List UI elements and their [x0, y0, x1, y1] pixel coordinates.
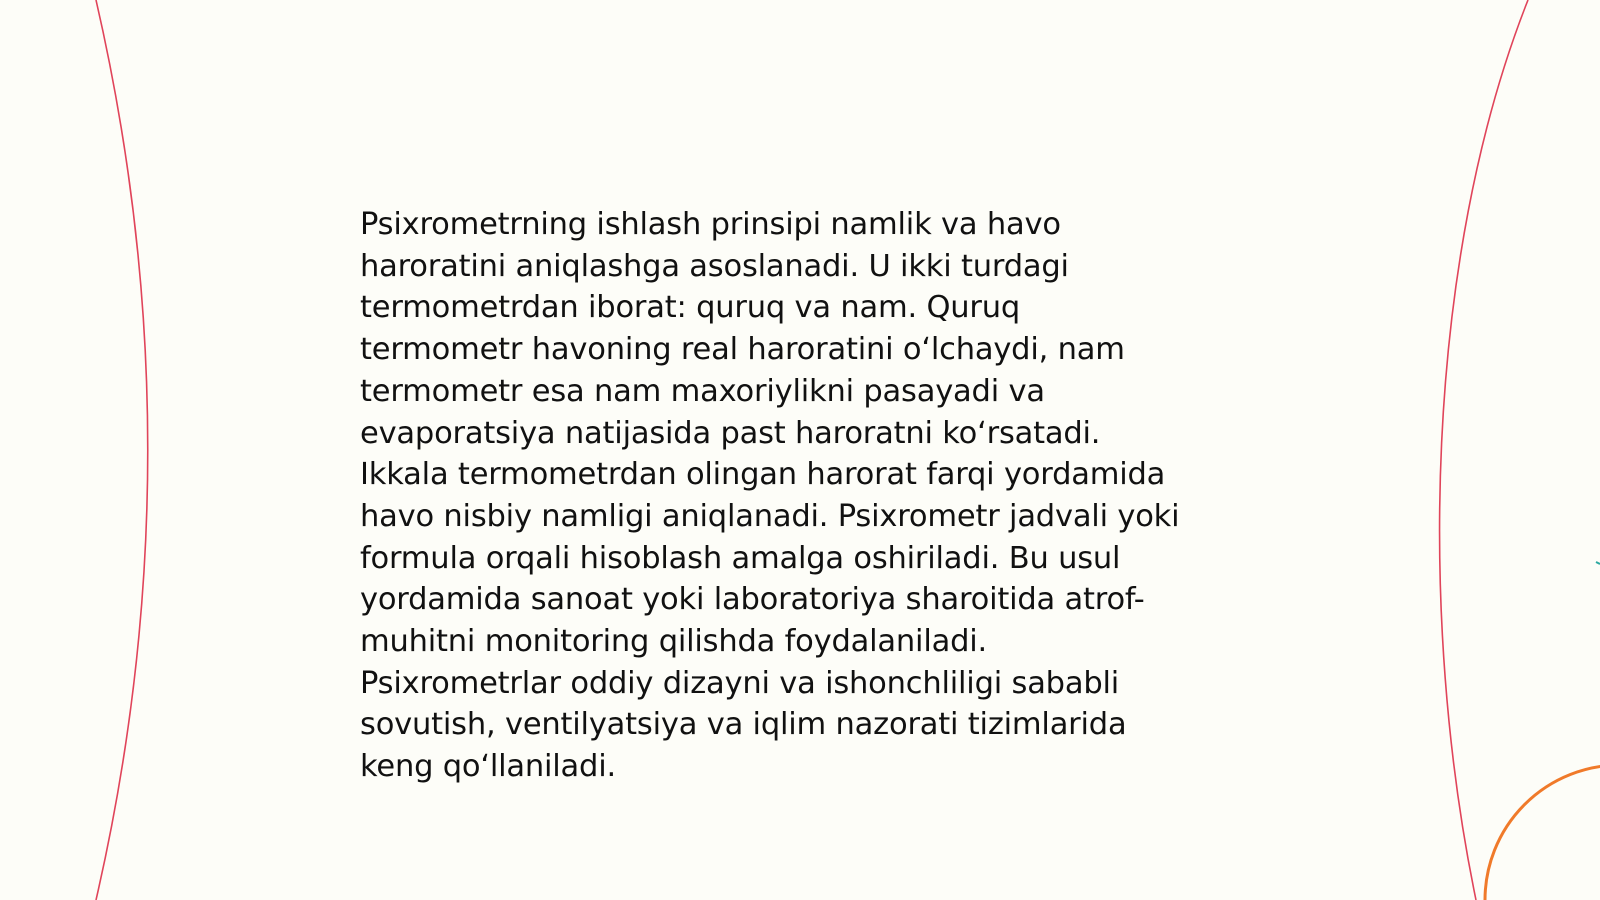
left-arc-icon [96, 0, 148, 900]
paragraph-line: termometrdan iborat: quruq va nam. Quruq [360, 290, 1021, 326]
paragraph-line: termometr havoning real haroratini o‘lchaydi, nam [360, 332, 1125, 368]
paragraph-line: Psixrometrning ishlash prinsipi namlik va havo [360, 207, 1061, 242]
right-arc-icon [1440, 0, 1528, 900]
teal-tick-icon [1596, 562, 1600, 564]
orange-circle-arc-icon [1485, 765, 1600, 900]
paragraph-line: formula orqali hisoblash amalga oshiriladi. Bu usul [360, 540, 1121, 576]
paragraph-line: havo nisbiy namligi aniqlanadi. Psixrometr jadvali yoki [360, 498, 1180, 534]
paragraph-line: muhitni monitoring qilishda foydalaniladi. [360, 624, 988, 660]
paragraph-line: termometr esa nam maxoriylikni pasayadi va [360, 373, 1045, 409]
paragraph-line: Psixrometrlar oddiy dizayni va ishonchliligi sababli [360, 665, 1120, 701]
paragraph-line: sovutish, ventilyatsiya va iqlim nazorati tizimlarida [360, 707, 1127, 743]
paragraph-line: keng qo‘llaniladi. [360, 749, 616, 785]
paragraph-line: yordamida sanoat yoki laboratoriya sharoitida atrof- [360, 582, 1145, 618]
paragraph-line: Ikkala termometrdan olingan harorat farqi yordamida [360, 457, 1166, 493]
paragraph-line: evaporatsiya natijasida past haroratni ko‘rsatadi. [360, 415, 1101, 451]
body-paragraph [360, 204, 1260, 788]
paragraph-line: haroratini aniqlashga asoslanadi. U ikki turdagi [360, 248, 1069, 284]
